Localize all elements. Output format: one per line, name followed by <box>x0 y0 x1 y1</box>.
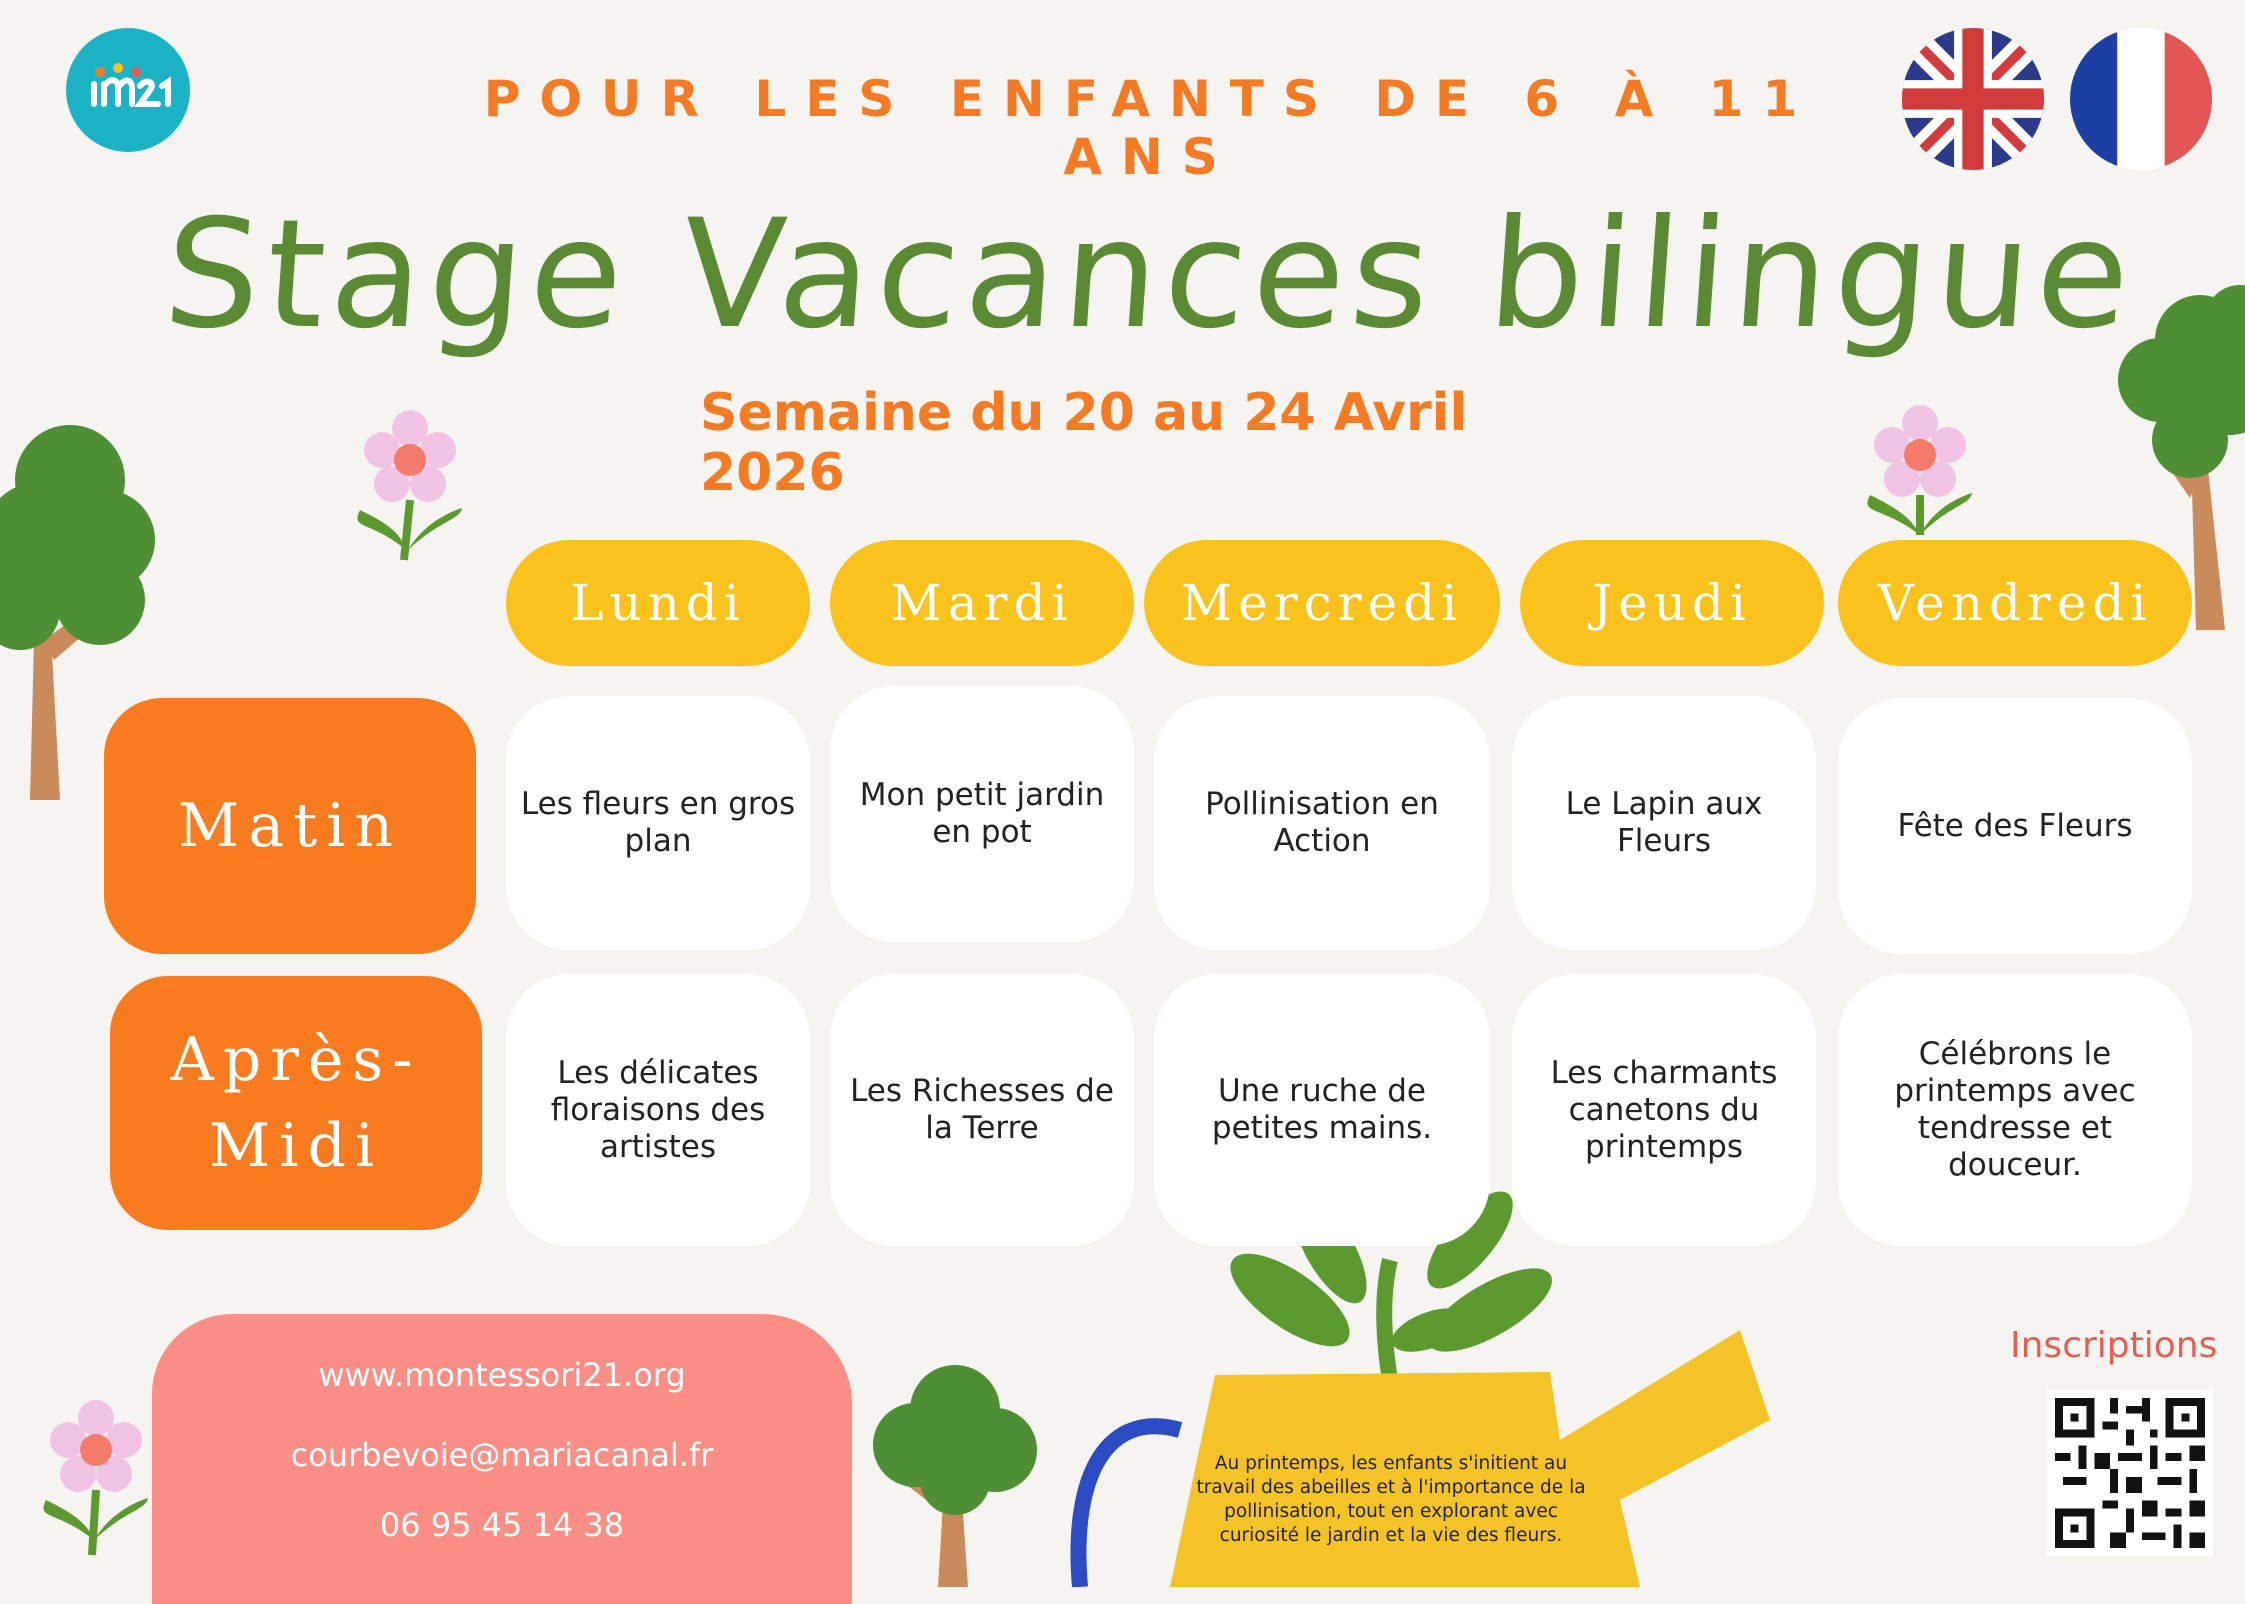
afternoon-cell-monday: Les délicates floraisons des artistes <box>506 974 810 1246</box>
inscriptions-label: Inscriptions <box>2010 1325 2218 1366</box>
flower-top-left-icon <box>357 410 462 560</box>
row-label-morning <box>104 698 476 954</box>
row-label-afternoon-line2: Midi <box>208 1111 384 1181</box>
day-header-wednesday: Mercredi <box>1144 540 1500 666</box>
logo <box>66 28 190 152</box>
day-header-thursday: Jeudi <box>1520 540 1824 666</box>
flower-bottom-left-icon <box>43 1400 148 1555</box>
row-label-morning-text: Matin <box>177 791 403 861</box>
afternoon-cell-tuesday: Les Richesses de la Terre <box>830 974 1134 1246</box>
afternoon-cell-thursday: Les charmants canetons du printemps <box>1512 974 1816 1246</box>
flower-top-right-icon <box>1867 405 1972 535</box>
morning-cell-friday: Fête des Fleurs <box>1838 698 2192 954</box>
contact-panel <box>152 1314 852 1604</box>
morning-cell-wednesday: Pollinisation en Action <box>1154 696 1490 950</box>
afternoon-cell-wednesday: Une ruche de petites mains. <box>1154 974 1490 1246</box>
page-title: Stage Vacances bilingue <box>158 188 2142 362</box>
qr-code-icon[interactable] <box>2047 1390 2213 1556</box>
day-header-friday: Vendredi <box>1838 540 2192 666</box>
description-text: Au printemps, les enfants s'initient au travail des abeilles et à l'importance de la pollinisation, tout en explorant avec curiosité le jardin et la vie des fleurs. <box>1196 1453 1586 1546</box>
logo-icon <box>66 28 190 152</box>
france-flag-icon <box>2070 28 2212 170</box>
uk-flag-icon <box>1902 28 2044 170</box>
tree-bottom-icon <box>873 1365 1037 1587</box>
morning-cell-tuesday: Mon petit jardin en pot <box>830 686 1134 942</box>
row-label-afternoon-line1: Après- <box>170 1025 422 1095</box>
website-link[interactable]: www.montessori21.org <box>318 1356 686 1394</box>
afternoon-cell-friday: Célébrons le printemps avec tendresse et douceur. <box>1838 974 2192 1246</box>
row-label-afternoon <box>110 976 482 1230</box>
week-subtitle: Semaine du 20 au 24 Avril 2026 <box>700 383 1468 503</box>
day-header-tuesday: Mardi <box>830 540 1134 666</box>
email-link[interactable]: courbevoie@mariacanal.fr <box>290 1436 714 1474</box>
phone-number[interactable]: 06 95 45 14 38 <box>379 1506 625 1544</box>
day-header-monday: Lundi <box>506 540 810 666</box>
morning-cell-thursday: Le Lapin aux Fleurs <box>1512 696 1816 950</box>
age-range-heading: POUR LES ENFANTS DE 6 À 11 ANS <box>483 70 1817 186</box>
morning-cell-monday: Les fleurs en gros plan <box>506 696 810 950</box>
